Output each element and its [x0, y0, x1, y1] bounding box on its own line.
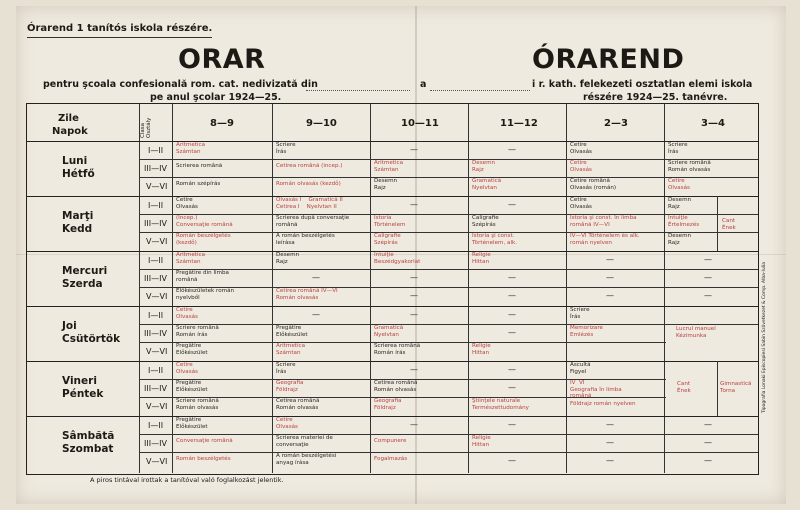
header-hour-1: 8—9 — [210, 118, 234, 129]
cell-tue-r2-4: Istoria şi const. în limba română IV—VI — [570, 215, 637, 228]
class-label: I—II — [148, 256, 164, 265]
cell-fri-r2-0: Pregătire Előkészület — [176, 380, 208, 393]
cell-wed-r1-3: Religie Hittan — [472, 252, 491, 265]
cell-mon-r2-1: Cetirea română (incep.) — [276, 163, 343, 169]
cell-fri-r2-2: Cetirea română Román olvasás — [374, 380, 418, 393]
cell-fri-r1-2: — — [410, 365, 418, 374]
cell-tue-r1-2: — — [410, 200, 418, 209]
day-wednesday-ro: Mercuri — [62, 265, 108, 277]
cell-wed-r1-1: Desemn Rajz — [276, 252, 300, 265]
subtitle-ro-line2: pe anul şcolar 1924—25. — [150, 92, 282, 103]
cell-mon-r1-1: Scriere Írás — [276, 142, 296, 155]
printer-imprint: Tipografia Lonaki Episcopiesi Sabin Szövetkezet & Comp. Alba-Iulia — [762, 262, 767, 414]
cell-thu-r3-0: Pregătire Előkészület — [176, 343, 208, 356]
cell-sat-r2-2: Compunere — [374, 438, 407, 444]
cell-sat-r3-0: Román beszélgetés — [176, 456, 231, 462]
cell-tue-r3-0: Román beszélgetés (kezdő) — [176, 233, 231, 246]
cell-mon-r2-4: Cetire Olvasás — [570, 160, 592, 173]
cell-tue-r1-3: — — [508, 200, 516, 209]
cell-mon-r2-3: Desemn Rajz — [472, 160, 496, 173]
cell-fri-r3-2: Geografia Földrajz — [374, 398, 402, 411]
cell-thu-lucru: Lucrul manuel Kézimunka — [676, 326, 716, 339]
cell-wed-r3-1: Cetirea română IV—VI Román olvasás — [276, 288, 338, 301]
subtitle-hu-line1: i r. kath. felekezeti osztatlan elemi iskola — [532, 79, 753, 90]
day-tuesday-hu: Kedd — [62, 223, 93, 235]
cell-thu-r1-2: — — [410, 310, 418, 319]
cell-tue-cant: Cant Ének — [722, 218, 736, 231]
subtitle-hu-article: a — [420, 79, 427, 90]
cell-sat-r2-0: Conversaţie română — [176, 438, 233, 444]
cell-mon-r2-2: Aritmetica Számtan — [374, 160, 404, 173]
cell-mon-r1-2: — — [410, 145, 418, 154]
cell-mon-r3-3: Gramatică Nyelvtan — [472, 178, 502, 191]
cell-sat-r2-3: Religie Hittan — [472, 435, 491, 448]
day-thursday-hu: Csütörtök — [62, 333, 121, 345]
cell-fri-gimnastica: Gimnastică Torna — [720, 381, 752, 394]
cell-thu-r3-1: Aritmetica Számtan — [276, 343, 306, 356]
cell-mon-r3-5: Cetire Olvasás — [668, 178, 690, 191]
cell-mon-r3-2: Desemn Rajz — [374, 178, 398, 191]
day-monday-ro: Luni — [62, 155, 88, 167]
cell-mon-r3-4: Cetire română Olvasás (román) — [570, 178, 617, 191]
cell-wed-r1-2: Intuiţie Beszédgyakorlat — [374, 252, 421, 265]
row-line — [139, 269, 758, 270]
cell-fri-r3-3: Ştiinţele naturale Természettudomány — [472, 398, 529, 411]
day-saturday-ro: Sâmbătă — [62, 430, 115, 442]
row-line — [139, 159, 758, 160]
cell-sat-r1-4: — — [606, 420, 614, 429]
day-friday-hu: Péntek — [62, 388, 104, 400]
cell-wed-r2-4: — — [606, 273, 614, 282]
cell-sat-r1-0: Pregătire Előkészület — [176, 417, 208, 430]
class-label: III—IV — [144, 384, 167, 393]
cell-fri-r2-3: — — [508, 383, 516, 392]
row-line — [27, 361, 758, 362]
cell-tue-r2-0: (Incep.) Conversaţie română — [176, 215, 233, 228]
cell-fri-r1-1: Scriere Írás — [276, 362, 296, 375]
cell-thu-r1-1: — — [312, 310, 320, 319]
row-line — [27, 196, 758, 197]
day-wednesday-hu: Szerda — [62, 278, 103, 290]
title-hungarian: ÓRAREND — [532, 44, 685, 75]
cell-tue-r1-4: Cetire Olvasás — [570, 197, 592, 210]
cell-sat-r3-4: — — [606, 456, 614, 465]
day-thursday-ro: Joi — [62, 320, 77, 332]
class-label: III—IV — [144, 274, 167, 283]
cell-sat-r3-3: — — [508, 456, 516, 465]
class-label: V—VI — [146, 347, 168, 356]
blank-line — [430, 90, 530, 91]
cell-fri-r3-4: Földrajz román nyelven — [570, 401, 636, 407]
header-hour-4: 11—12 — [500, 118, 538, 129]
cell-fri-r3-0: Scriere română Román olvasás — [176, 398, 219, 411]
cell-tue-r3-4: IV—VI Történelem és alk. román nyelven — [570, 233, 640, 246]
cell-thu-r2-1: Pregătire Előkészület — [276, 325, 308, 338]
cell-tue-r1-1: Olvasás I Gramatică II Cetirea I Nyelvtan II — [276, 197, 343, 210]
class-label: III—IV — [144, 164, 167, 173]
row-line — [139, 324, 758, 325]
cell-tue-r3-2: Caligrafie Szépírás — [374, 233, 401, 246]
class-label: I—II — [148, 201, 164, 210]
cell-tue-r2-5: Intuiţie Értelmezés — [668, 215, 700, 228]
split-line — [717, 196, 718, 251]
cell-wed-r3-5: — — [704, 291, 712, 300]
timetable — [26, 103, 759, 475]
row-line — [139, 232, 758, 233]
class-label: I—II — [148, 421, 164, 430]
cell-wed-r2-1: — — [312, 273, 320, 282]
day-friday-ro: Vineri — [62, 375, 97, 387]
cell-sat-r2-4: — — [606, 438, 614, 447]
subtitle-ro-line1: pentru şcoala confesională rom. cat. nedivizată din — [43, 79, 318, 90]
cell-mon-r3-0: Román szépírás — [176, 181, 221, 187]
row-line — [27, 141, 758, 142]
class-label: V—VI — [146, 402, 168, 411]
cell-wed-r1-0: Aritmetica Számtan — [176, 252, 206, 265]
cell-tue-r3-1: A román beszélgetés leírása — [276, 233, 335, 246]
cell-fri-r1-3: — — [508, 365, 516, 374]
cell-tue-r3-3: Istoria şi const. Történelem, alk. — [472, 233, 518, 246]
header-hour-3: 10—11 — [401, 118, 439, 129]
subtitle-hu-line2: részére 1924—25. tanévre. — [583, 92, 728, 103]
row-line — [27, 306, 758, 307]
cell-wed-r3-2: — — [410, 291, 418, 300]
cell-mon-r1-5: Scriere Írás — [668, 142, 688, 155]
cell-sat-r1-5: — — [704, 420, 712, 429]
class-label: III—IV — [144, 439, 167, 448]
cell-thu-r2-3: — — [508, 328, 516, 337]
day-tuesday-ro: Marţi — [62, 210, 94, 222]
class-label: III—IV — [144, 329, 167, 338]
cell-thu-r1-4: Scriere Írás — [570, 307, 590, 320]
cell-thu-r1-3: — — [508, 310, 516, 319]
cell-sat-r3-1: A román beszélgetési anyag írása — [276, 453, 337, 466]
header-day-hu: Napok — [52, 126, 88, 137]
cell-fri-r2-1: Geografia Földrajz — [276, 380, 304, 393]
class-label: V—VI — [146, 457, 168, 466]
cell-fri-r1-0: Cetire Olvasás — [176, 362, 198, 375]
cell-sat-r2-5: — — [704, 438, 712, 447]
cell-fri-r2-4: IV VI Geografia în limba română — [570, 380, 622, 400]
cell-tue-r2-2: Istoria Történelem — [374, 215, 406, 228]
cell-thu-r1-0: Cetire Olvasás — [176, 307, 198, 320]
cell-mon-r1-0: Aritmetica Számtan — [176, 142, 206, 155]
title-romanian: ORAR — [178, 44, 266, 75]
row-line — [139, 452, 758, 453]
row-line — [139, 177, 758, 178]
header-class: Clasa Osztály — [140, 117, 153, 138]
class-label: V—VI — [146, 237, 168, 246]
cell-wed-r2-5: — — [704, 273, 712, 282]
class-label: III—IV — [144, 219, 167, 228]
row-line — [27, 416, 758, 417]
cell-wed-r2-2: — — [410, 273, 418, 282]
class-label: V—VI — [146, 292, 168, 301]
cell-tue-r2-1: Scrierea după conversaţie română — [276, 215, 350, 228]
cell-tue-r3-5: Desemn Rajz — [668, 233, 692, 246]
cell-wed-r1-4: — — [606, 255, 614, 264]
cell-fri-r1-4: Ascultă Figyel — [570, 362, 591, 375]
cell-sat-r3-5: — — [704, 456, 712, 465]
cell-sat-r1-3: — — [508, 420, 516, 429]
split-line — [717, 361, 718, 416]
cell-thu-r3-3: Religie Hittan — [472, 343, 491, 356]
cell-sat-r3-2: Fogalmazás — [374, 456, 408, 462]
cell-thu-r2-4: Memorizare Emlézés — [570, 325, 603, 338]
blank-line — [306, 90, 410, 91]
header-hour-2: 9—10 — [306, 118, 337, 129]
top-note: Órarend 1 tanítós iskola részére. — [27, 23, 213, 34]
day-monday-hu: Hétfő — [62, 168, 95, 180]
cell-fri-cant: Cant Ének — [677, 381, 691, 394]
cell-thu-r2-2: Gramatică Nyelvtan — [374, 325, 404, 338]
day-saturday-hu: Szombat — [62, 443, 114, 455]
cell-tue-r1-5: Desemn Rajz — [668, 197, 692, 210]
cell-wed-r2-0: Pregătire din limba română — [176, 270, 229, 283]
cell-mon-r3-1: Román olvasás (kezdő) — [276, 181, 341, 187]
cell-mon-r1-4: Cetire Olvasás — [570, 142, 592, 155]
cell-sat-r1-1: Cetire Olvasás — [276, 417, 298, 430]
cell-sat-r1-2: — — [410, 420, 418, 429]
cell-wed-r1-5: — — [704, 255, 712, 264]
cell-wed-r3-4: — — [606, 291, 614, 300]
cell-mon-r1-3: — — [508, 145, 516, 154]
class-label: I—II — [148, 366, 164, 375]
class-label: I—II — [148, 146, 164, 155]
header-day-ro: Zile — [58, 113, 79, 124]
cell-wed-r3-3: — — [508, 291, 516, 300]
header-hour-5: 2—3 — [604, 118, 628, 129]
cell-thu-r2-0: Scriere română Román írás — [176, 325, 219, 338]
class-label: I—II — [148, 311, 164, 320]
header-hour-6: 3—4 — [701, 118, 725, 129]
cell-wed-r3-0: Előkészületek román nyelvből — [176, 288, 235, 301]
top-note-underline — [27, 37, 212, 38]
cell-sat-r2-1: Scrierea materiei de conversaţie — [276, 435, 333, 448]
cell-fri-r3-1: Cetirea română Román olvasás — [276, 398, 320, 411]
cell-tue-r2-3: Caligrafie Szépírás — [472, 215, 499, 228]
cell-mon-r2-0: Scrierea română — [176, 163, 223, 169]
row-line — [139, 434, 758, 435]
class-label: V—VI — [146, 182, 168, 191]
cell-tue-r1-0: Cetire Olvasás — [176, 197, 198, 210]
cell-mon-r2-5: Scriere română Román olvasás — [668, 160, 711, 173]
cell-thu-r3-2: Scrierea română Román írás — [374, 343, 421, 356]
cell-wed-r2-3: — — [508, 273, 516, 282]
footnote: A piros tintával irottak a tanítóval való foglalkozást jelentik. — [90, 476, 284, 484]
